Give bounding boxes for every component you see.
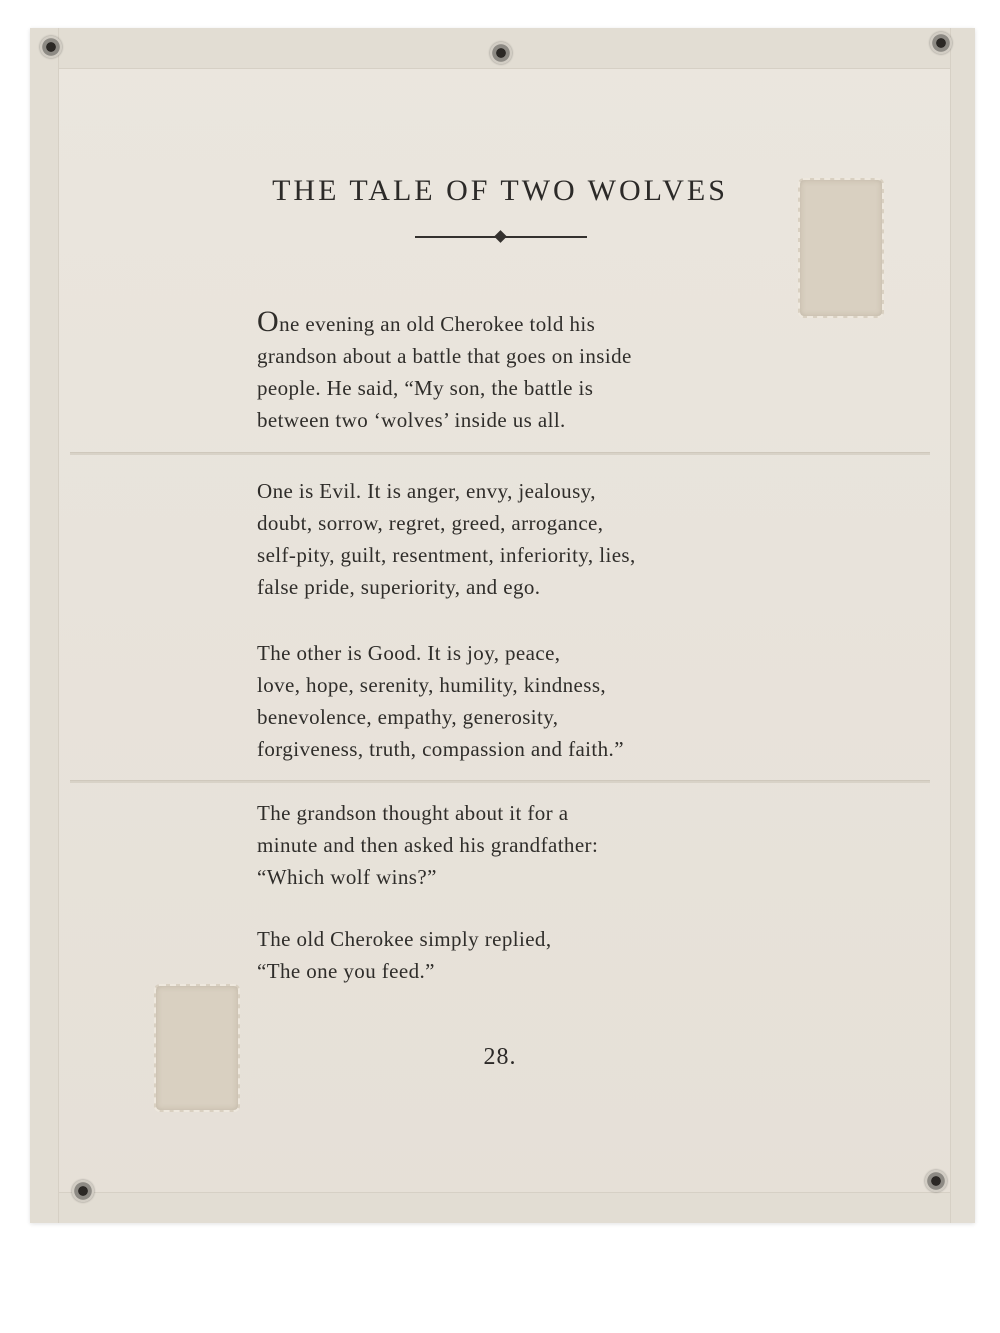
paragraph-line: benevolence, empathy, generosity, (257, 705, 559, 729)
paragraph-line: The grandson thought about it for a (257, 801, 569, 825)
paragraph-2 (257, 475, 777, 603)
bottom-hem (30, 1192, 975, 1223)
banner-title: THE TALE OF TWO WOLVES (272, 174, 728, 207)
paragraph-line: doubt, sorrow, regret, greed, arrogance, (257, 511, 604, 535)
paragraph-line: forgiveness, truth, compassion and faith.” (257, 737, 624, 761)
paragraph-line: between two ‘wolves’ inside us all. (257, 408, 566, 432)
paragraph-1 (257, 306, 777, 436)
paragraph-line: minute and then asked his grandfather: (257, 833, 599, 857)
paragraph-line: “Which wolf wins?” (257, 865, 437, 889)
grommet-top-left-icon (40, 36, 62, 58)
grommet-top-center-icon (490, 42, 512, 64)
paragraph-line: love, hope, serenity, humility, kindness, (257, 673, 607, 697)
paragraph-line: false pride, superiority, and ego. (257, 575, 541, 599)
paragraph-line: One is Evil. It is anger, envy, jealousy, (257, 479, 596, 503)
paragraph-line: The other is Good. It is joy, peace, (257, 641, 561, 665)
paragraph-3 (257, 637, 777, 765)
fabric-patch-top-right (798, 178, 884, 318)
paragraph-line: “The one you feed.” (257, 959, 435, 983)
paragraph-4 (257, 797, 777, 893)
paragraph-5 (257, 923, 777, 987)
grommet-top-right-icon (930, 32, 952, 54)
right-hem (950, 28, 975, 1223)
fabric-seam-upper (70, 452, 930, 455)
grommet-bottom-right-icon (925, 1170, 947, 1192)
paragraph-line: people. He said, “My son, the battle is (257, 376, 594, 400)
drop-cap: O (257, 305, 280, 338)
paragraph-line: self-pity, guilt, resentment, inferiority, lies, (257, 543, 636, 567)
paragraph-line: grandson about a battle that goes on inside (257, 344, 632, 368)
paragraph-line: The old Cherokee simply replied, (257, 927, 552, 951)
fabric-patch-bottom-left (154, 984, 240, 1112)
grommet-bottom-left-icon (72, 1180, 94, 1202)
paragraph-line: One evening an old Cherokee told his (257, 305, 596, 338)
fabric-seam-lower (70, 780, 930, 783)
left-hem (30, 28, 59, 1223)
page-number: 28. (483, 1044, 517, 1070)
